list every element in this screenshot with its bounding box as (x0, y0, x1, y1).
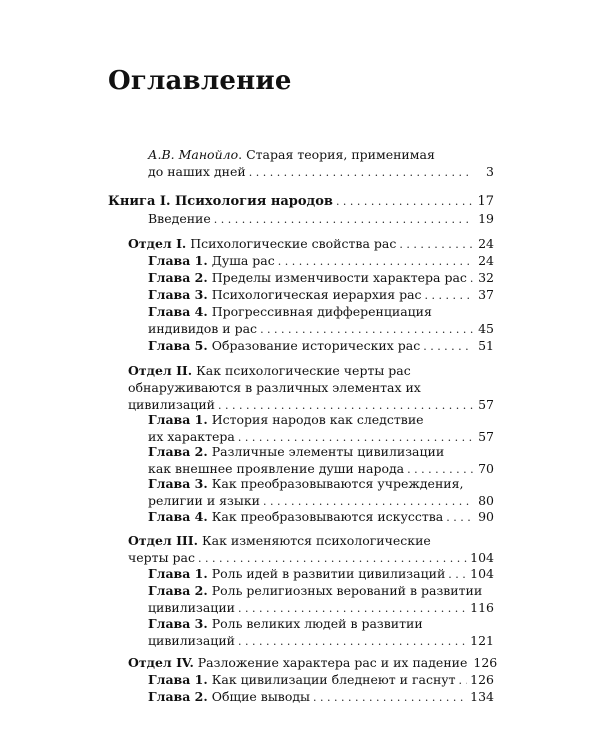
chapter-title: История народов как следствие (207, 412, 424, 427)
chapter-label: Глава 3. (148, 616, 208, 631)
dot-leader (214, 211, 473, 228)
toc-entry-chapter[interactable] (148, 269, 494, 287)
page-title: Оглавление (108, 66, 292, 96)
page-number: 70 (478, 461, 494, 476)
chapter-title-cont: религии и языки (148, 493, 260, 508)
section-label: Отдел III. (128, 533, 198, 548)
dot-leader (448, 566, 467, 583)
toc-entry-chapter[interactable] (148, 286, 494, 304)
chapter-title: Душа рас (207, 253, 275, 268)
dot-leader (260, 321, 473, 338)
toc-entry-section-4[interactable] (128, 654, 498, 672)
toc-entry-chapter[interactable] (148, 565, 494, 583)
toc-entry-section-2[interactable] (128, 362, 494, 414)
chapter-title-cont: цивилизации (148, 600, 235, 615)
toc-entry-chapter[interactable] (148, 303, 494, 338)
page-number: 32 (478, 270, 494, 285)
chapter-label: Глава 1. (148, 412, 208, 427)
toc-entry-chapter[interactable] (148, 443, 494, 478)
page-number: 80 (478, 493, 494, 508)
page-number: 45 (478, 321, 494, 336)
chapter-title: Роль великих людей в развитии (207, 616, 423, 631)
chapter-label: Глава 3. (148, 287, 208, 302)
chapter-title-cont: индивидов и рас (148, 321, 258, 336)
toc-entry-intro[interactable] (148, 210, 494, 228)
page-number: 3 (486, 164, 494, 179)
dot-leader (459, 672, 468, 689)
page-number: 37 (478, 287, 494, 302)
chapter-title-cont: их характера (148, 429, 235, 444)
toc-entry-chapter[interactable] (148, 671, 494, 689)
dot-leader (399, 236, 473, 253)
chapter-title: Роль религиозных верований в развитии (207, 583, 483, 598)
dot-leader (336, 193, 473, 210)
chapter-title: Пределы изменчивости характера рас (207, 270, 467, 285)
dot-leader (446, 509, 473, 526)
toc-entry-chapter[interactable] (148, 615, 494, 650)
foreword-title-line1: . Старая теория, применимая (238, 147, 435, 162)
page-number: 134 (470, 689, 494, 704)
foreword-author: А.В. Манойло (148, 147, 239, 162)
toc-entry-chapter[interactable] (148, 411, 494, 446)
section-label: Отдел IV. (128, 655, 194, 670)
section-title: Психологические свойства рас (186, 236, 397, 251)
foreword-title-line2: до наших дней (148, 164, 246, 179)
toc-entry-chapter[interactable] (148, 582, 494, 617)
chapter-title-cont: как внешнее проявление души народа (148, 461, 405, 476)
page-number: 104 (470, 566, 494, 581)
chapter-title: Роль идей в развитии цивилизаций (207, 566, 446, 581)
page-number: 90 (478, 509, 494, 524)
toc-entry-chapter[interactable] (148, 252, 494, 270)
chapter-title: Как преобразовываются учреждения, (207, 476, 464, 491)
toc-entry-book[interactable] (108, 193, 494, 210)
page-number: 51 (478, 338, 494, 353)
chapter-label: Глава 2. (148, 270, 208, 285)
section-title: Разложение характера рас и их падение (193, 655, 468, 670)
chapter-title: Общие выводы (207, 689, 310, 704)
chapter-title-cont: цивилизаций (148, 633, 235, 648)
section-label: Отдел II. (128, 363, 193, 378)
chapter-label: Глава 2. (148, 689, 208, 704)
dot-leader (249, 164, 473, 181)
section-title-cont: черты рас (128, 550, 195, 565)
toc-entry-chapter[interactable] (148, 508, 494, 526)
chapter-title: Прогрессивная дифференциация (207, 304, 432, 319)
page-number: 121 (470, 633, 494, 648)
toc-entry-chapter[interactable] (148, 337, 494, 355)
page-number: 126 (470, 672, 494, 687)
section-title-cont: цивилизаций (128, 397, 215, 412)
page-number: 57 (478, 397, 494, 412)
chapter-title: Различные элементы цивилизации (207, 444, 445, 459)
toc-entry-section-3[interactable] (128, 532, 494, 567)
dot-leader (238, 633, 467, 650)
toc-entry-foreword[interactable] (148, 146, 494, 181)
page-number: 19 (478, 211, 494, 226)
page-number: 116 (470, 600, 494, 615)
page-number: 24 (478, 236, 494, 251)
chapter-label: Глава 1. (148, 566, 208, 581)
dot-leader (423, 338, 473, 355)
intro-title: Введение (148, 211, 211, 226)
page-number: 17 (477, 194, 494, 209)
chapter-label: Глава 4. (148, 304, 208, 319)
chapter-label: Глава 5. (148, 338, 208, 353)
section-title: Как изменяются психологические (197, 533, 431, 548)
chapter-label: Глава 1. (148, 253, 208, 268)
chapter-title: Образование исторических рас (207, 338, 421, 353)
toc-entry-chapter[interactable] (148, 475, 494, 510)
section-title: Как психологические черты рас (192, 363, 411, 378)
page-number: 104 (470, 550, 494, 565)
chapter-label: Глава 2. (148, 444, 208, 459)
section-label: Отдел I. (128, 236, 187, 251)
dot-leader (278, 253, 473, 270)
chapter-label: Глава 3. (148, 476, 208, 491)
page-number: 24 (478, 253, 494, 268)
section-title-cont: обнаруживаются в различных элементах их (128, 380, 421, 395)
chapter-label: Глава 4. (148, 509, 208, 524)
dot-leader (425, 287, 473, 304)
page-number: 126 (473, 655, 498, 670)
dot-leader (470, 270, 473, 287)
toc-entry-chapter[interactable] (148, 688, 494, 706)
book-title: Книга I. Психология народов (108, 194, 333, 209)
chapter-title: Как цивилизации бледнеют и гаснут (207, 672, 456, 687)
chapter-title: Психологическая иерархия рас (207, 287, 422, 302)
chapter-label: Глава 2. (148, 583, 208, 598)
toc-entry-section-1[interactable] (128, 235, 494, 253)
chapter-title: Как преобразовываются искусства (207, 509, 444, 524)
chapter-label: Глава 1. (148, 672, 208, 687)
page-number: 57 (478, 429, 494, 444)
dot-leader (313, 689, 467, 706)
